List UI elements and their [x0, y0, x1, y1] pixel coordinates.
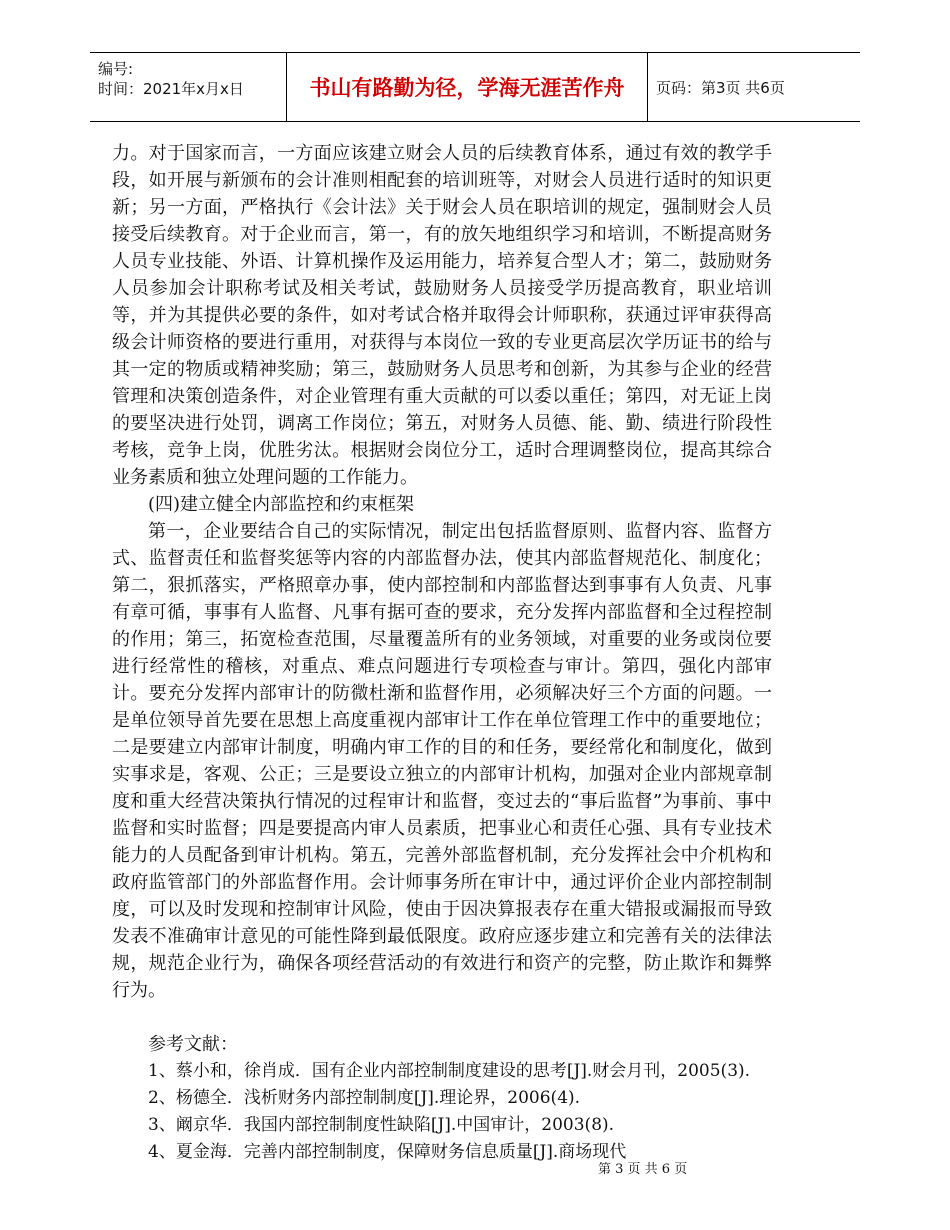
header-meta: [98, 59, 290, 99]
document-time-label: 时间：2021年x月x日: [98, 80, 244, 98]
reference-item: 2、杨德全．浅析财务内部控制制度[J].理论界，2006(4).: [148, 1088, 581, 1108]
section-heading: (四)建立健全内部监控和约束框架: [148, 494, 415, 515]
header-motto: 书山有路勤为径，学海无涯苦作舟: [286, 53, 648, 121]
page-footer: 第 3 页 共 6 页: [598, 1162, 688, 1177]
document-body: [112, 140, 772, 1166]
document-number-label: 编号:: [98, 60, 134, 78]
header-page-info: 页码：第3页 共6页: [656, 78, 785, 97]
body-paragraph: 第一，企业要结合自己的实际情况，制定出包括监督原则、监督内容、监督方式、监督责任和监督奖惩等内容的内部监督办法，使其内部监督规范化、制度化；第二，狠抓落实，严格照章办事，使内部控制和内部监督达到事事有人负责、凡事有章可循，事事有人监督、凡事有据可查的要求，充分发挥内部监督和全过程控制的作用；第三，拓宽检查范围，尽量覆盖所有的业务领域，对重要的业务或岗位要进行经常性的稽核，对重点、难点问题进行专项检查与审计。第四，强化内部审计。要充分发挥内部审计的防微杜渐和监督作用，必须解决好三个方面的问题。一是单位领导首先要在思想上高度重视内部审计工作在单位管理工作中的重要地位；二是要建立内部审计制度，明确内审工作的目的和任务，要经常化和制度化，做到实事求是，客观、公正；三是要设立独立的内部审计机构，加强对企业内部规章制度和重大经营决策执行情况的过程审计和监督，变过去的“事后监督”为事前、事中监督和实时监督；四是要提高内审人员素质，把事业心和责任心强、具有专业技术能力的人员配备到审计机构。第五，完善外部监督机制，充分发挥社会中介机构和政府监管部门的外部监督作用。会计师事务所在审计中，通过评价企业内部控制制度，可以及时发现和控制审计风险，使由于因决算报表存在重大错报或漏报而导致发表不准确审计意见的可能性降到最低限度。政府应逐步建立和完善有关的法律法规，规范企业行为，确保各项经营活动的有效进行和资产的完整，防止欺诈和舞弊行为。: [112, 521, 772, 1001]
reference-item: 4、夏金海．完善内部控制制度，保障财务信息质量[J].商场现代: [148, 1142, 627, 1162]
reference-item: 1、蔡小和，徐肖成．国有企业内部控制制度建设的思考[J].财会月刊，2005(3).: [148, 1061, 751, 1081]
references-title: 参考文献：: [148, 1034, 238, 1055]
body-paragraph: 力。对于国家而言，一方面应该建立财会人员的后续教育体系，通过有效的教学手段，如开展与新颁布的会计准则相配套的培训班等，对财会人员进行适时的知识更新；另一方面，严格执行《会计法》关于财会人员在职培训的规定，强制财会人员接受后续教育。对于企业而言，第一，有的放矢地组织学习和培训，不断提高财务人员专业技能、外语、计算机操作及运用能力，培养复合型人才；第二，鼓励财务人员参加会计职称考试及相关考试，鼓励财务人员接受学历提高教育，职业培训等，并为其提供必要的条件，如对考试合格并取得会计师职称，获通过评审获得高级会计师资格的要进行重用，对获得与本岗位一致的专业更高层次学历证书的给与其一定的物质或精神奖励；第三，鼓励财务人员思考和创新，为其参与企业的经营管理和决策创造条件，对企业管理有重大贡献的可以委以重任；第四，对无证上岗的要坚决进行处罚，调离工作岗位；第五，对财务人员德、能、勤、绩进行阶段性考核，竞争上岗，优胜劣汰。根据财会岗位分工，适时合理调整岗位，提高其综合业务素质和独立处理问题的工作能力。: [112, 143, 772, 488]
page-header: [90, 52, 860, 122]
reference-item: 3、阚京华．我国内部控制制度性缺陷[J].中国审计，2003(8).: [148, 1115, 615, 1135]
references-section: [112, 1031, 772, 1166]
